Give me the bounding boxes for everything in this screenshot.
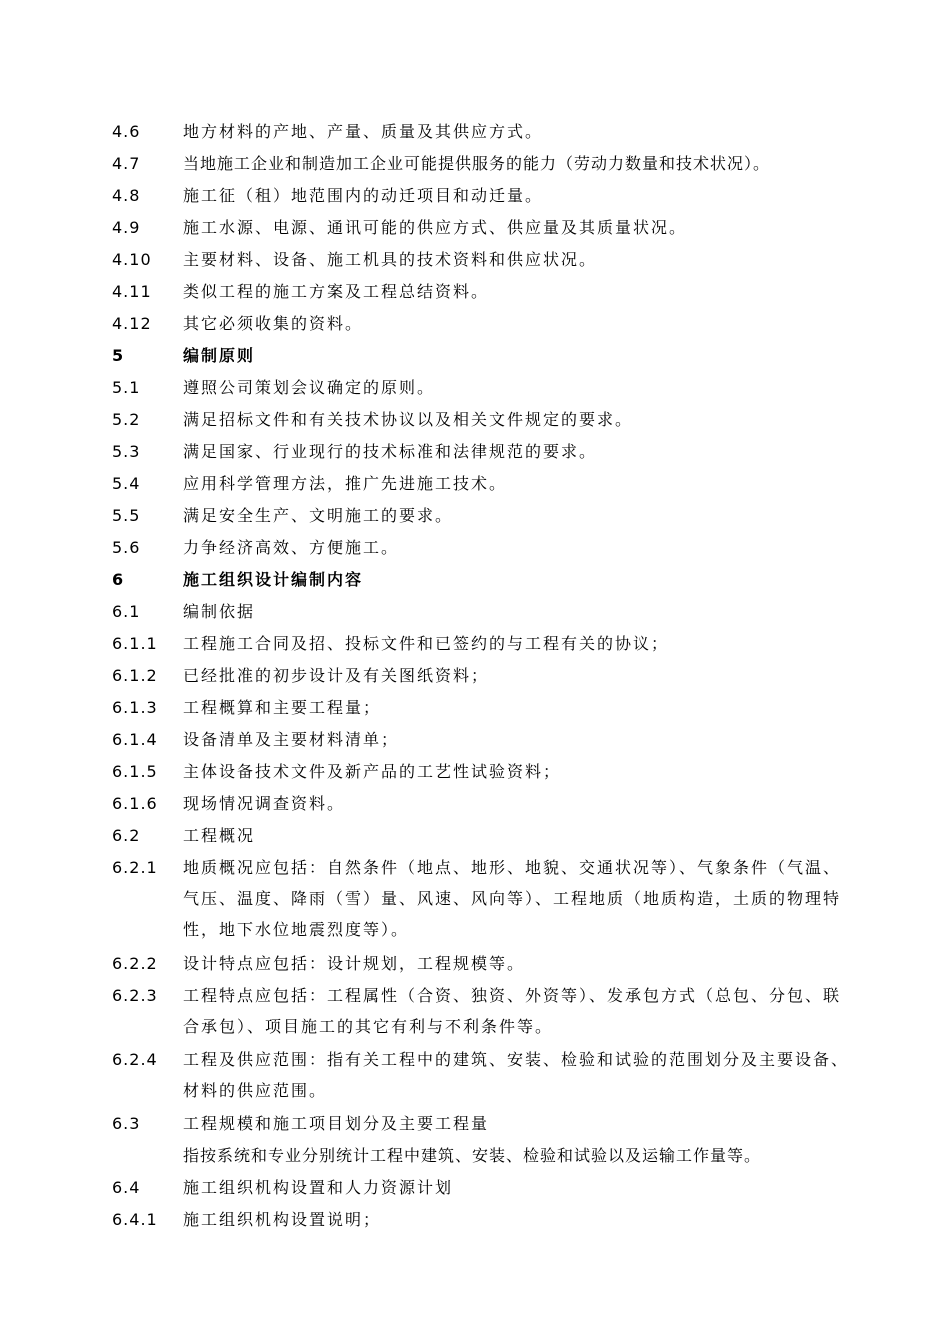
clause-text: 工程概算和主要工程量； xyxy=(183,698,382,717)
clause-number: 6.4 xyxy=(112,1178,141,1197)
section-title: 编制原则 xyxy=(183,346,256,365)
clause-text: 指按系统和专业分别统计工程中建筑、安装、检验和试验以及运输工作量等。 xyxy=(183,1146,762,1165)
section-number: 5 xyxy=(112,346,125,365)
clause-number: 6.2.1 xyxy=(112,858,158,877)
clause-text: 已经批准的初步设计及有关图纸资料； xyxy=(183,666,490,685)
clause-text: 施工组织机构设置说明； xyxy=(183,1210,382,1229)
clause-text: 满足国家、行业现行的技术标准和法律规范的要求。 xyxy=(183,442,598,461)
clause-6-2-1 xyxy=(112,852,852,945)
section-number: 6 xyxy=(112,570,125,589)
clause-6-3-body xyxy=(112,1140,852,1171)
clause-number: 5.5 xyxy=(112,506,141,525)
clause-text: 主体设备技术文件及新产品的工艺性试验资料； xyxy=(183,762,562,781)
clause-text: 施工征（租）地范围内的动迁项目和动迁量。 xyxy=(183,186,544,205)
clause-number: 6.1.2 xyxy=(112,666,158,685)
clause-number: 5.2 xyxy=(112,410,141,429)
clause-6-2-3 xyxy=(112,980,852,1042)
clause-4-12 xyxy=(112,308,852,339)
clause-6-1-6 xyxy=(112,788,852,819)
clause-5-1 xyxy=(112,372,852,403)
clause-number: 6.2 xyxy=(112,826,141,845)
clause-6-2-4 xyxy=(112,1044,852,1106)
clause-number: 5.1 xyxy=(112,378,141,397)
clause-number: 6.4.1 xyxy=(112,1210,158,1229)
clause-text: 工程及供应范围：指有关工程中的建筑、安装、检验和试验的范围划分及主要设备、材料的供应范围。 xyxy=(183,1050,850,1100)
clause-number: 6.2.4 xyxy=(112,1050,158,1069)
clause-number: 6.2.3 xyxy=(112,986,158,1005)
clause-number: 6.1 xyxy=(112,602,141,621)
clause-6-2-2 xyxy=(112,948,852,979)
clause-text: 工程规模和施工项目划分及主要工程量 xyxy=(183,1114,490,1133)
clause-text: 设备清单及主要材料清单； xyxy=(183,730,400,749)
clause-number: 5.6 xyxy=(112,538,141,557)
clause-4-6 xyxy=(112,116,852,147)
clause-4-10 xyxy=(112,244,852,275)
clause-number: 6.1.4 xyxy=(112,730,158,749)
clause-5-2 xyxy=(112,404,852,435)
section-title: 施工组织设计编制内容 xyxy=(183,570,364,589)
clause-number: 4.8 xyxy=(112,186,141,205)
clause-number: 6.2.2 xyxy=(112,954,158,973)
clause-5-3 xyxy=(112,436,852,467)
clause-number: 4.6 xyxy=(112,122,141,141)
clause-text: 地方材料的产地、产量、质量及其供应方式。 xyxy=(183,122,544,141)
clause-text: 类似工程的施工方案及工程总结资料。 xyxy=(183,282,490,301)
clause-number: 6.1.5 xyxy=(112,762,158,781)
clause-number: 5.4 xyxy=(112,474,141,493)
clause-5-5 xyxy=(112,500,852,531)
clause-text: 遵照公司策划会议确定的原则。 xyxy=(183,378,436,397)
clause-number: 4.9 xyxy=(112,218,141,237)
clause-text: 其它必须收集的资料。 xyxy=(183,314,364,333)
clause-6-2 xyxy=(112,820,852,851)
clause-6-1-3 xyxy=(112,692,852,723)
clause-number: 4.7 xyxy=(112,154,141,173)
clause-text: 工程概况 xyxy=(183,826,256,845)
clause-text: 应用科学管理方法，推广先进施工技术。 xyxy=(183,474,508,493)
clause-6-1-5 xyxy=(112,756,852,787)
clause-6-4-1 xyxy=(112,1204,852,1235)
clause-text: 施工组织机构设置和人力资源计划 xyxy=(183,1178,454,1197)
clause-text: 设计特点应包括：设计规划，工程规模等。 xyxy=(183,954,526,973)
clause-text: 地质概况应包括：自然条件（地点、地形、地貌、交通状况等）、气象条件（气温、气压、温度、降雨（雪）量、风速、风向等）、工程地质（地质构造，土质的物理特性，地下水位地震烈度等）。 xyxy=(183,858,842,939)
clause-6-1-4 xyxy=(112,724,852,755)
clause-6-4 xyxy=(112,1172,852,1203)
clause-4-8 xyxy=(112,180,852,211)
clause-text: 当地施工企业和制造加工企业可能提供服务的能力（劳动力数量和技术状况）。 xyxy=(183,154,771,173)
clause-text: 力争经济高效、方便施工。 xyxy=(183,538,400,557)
clause-number: 6.1.3 xyxy=(112,698,158,717)
clause-6-1 xyxy=(112,596,852,627)
clause-text: 施工水源、电源、通讯可能的供应方式、供应量及其质量状况。 xyxy=(183,218,688,237)
clause-6-1-1 xyxy=(112,628,852,659)
section-heading-5 xyxy=(112,340,852,371)
clause-text: 工程特点应包括：工程属性（合资、独资、外资等）、发承包方式（总包、分包、联合承包）、项目施工的其它有利与不利条件等。 xyxy=(183,986,842,1036)
clause-4-11 xyxy=(112,276,852,307)
clause-number: 5.3 xyxy=(112,442,141,461)
clause-number: 4.11 xyxy=(112,282,152,301)
clause-number: 6.3 xyxy=(112,1114,141,1133)
clause-text: 主要材料、设备、施工机具的技术资料和供应状况。 xyxy=(183,250,598,269)
clause-number: 6.1.1 xyxy=(112,634,158,653)
clause-text: 满足招标文件和有关技术协议以及相关文件规定的要求。 xyxy=(183,410,634,429)
clause-text: 编制依据 xyxy=(183,602,256,621)
clause-number: 6.1.6 xyxy=(112,794,158,813)
clause-text: 满足安全生产、文明施工的要求。 xyxy=(183,506,454,525)
clause-6-1-2 xyxy=(112,660,852,691)
clause-text: 工程施工合同及招、投标文件和已签约的与工程有关的协议； xyxy=(183,634,670,653)
clause-5-4 xyxy=(112,468,852,499)
clause-6-3 xyxy=(112,1108,852,1139)
clause-5-6 xyxy=(112,532,852,563)
section-heading-6 xyxy=(112,564,852,595)
clause-4-7 xyxy=(112,148,852,179)
clause-number: 4.10 xyxy=(112,250,152,269)
clause-number: 4.12 xyxy=(112,314,152,333)
clause-text: 现场情况调查资料。 xyxy=(183,794,346,813)
clause-4-9 xyxy=(112,212,852,243)
